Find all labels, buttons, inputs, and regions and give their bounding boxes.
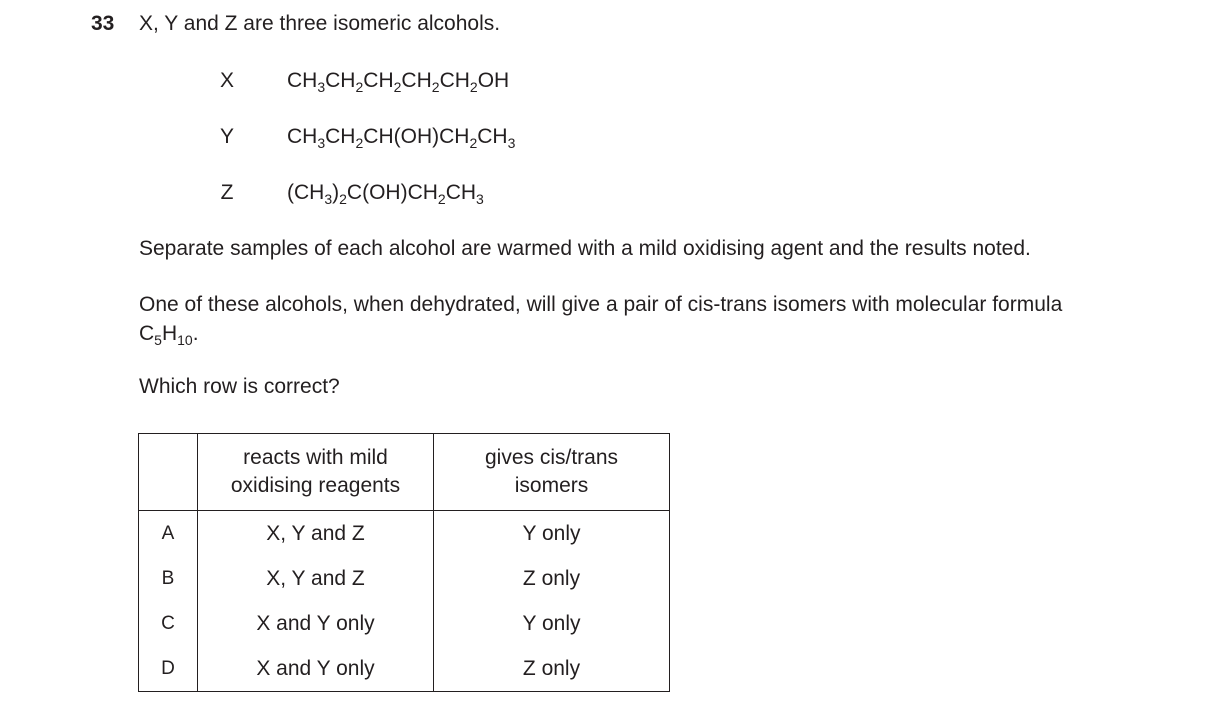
oxidising-cell: X and Y only (198, 601, 434, 646)
formula-subscript: 2 (355, 79, 364, 95)
cis-trans-cell: Y only (434, 511, 670, 557)
formula-text: OH (477, 69, 510, 92)
header-oxidising (198, 434, 434, 511)
formula-text: CH(OH)CH (363, 125, 470, 148)
header-cis-trans (434, 434, 670, 511)
formula-subscript: 2 (431, 79, 440, 95)
header-oxidising-line1: reacts with mild (243, 446, 388, 469)
formula-subscript: 2 (355, 135, 364, 151)
formula-subscript: 2 (339, 191, 347, 207)
oxidising-cell: X, Y and Z (198, 556, 434, 601)
formula-text: CH (445, 181, 477, 204)
paragraph-oxidation: Separate samples of each alcohol are warmed with a mild oxidising agent and the results noted. (139, 237, 1031, 260)
formula-text: CH (401, 69, 432, 92)
formula-subscript: 2 (393, 79, 402, 95)
header-cis-trans-line2: isomers (514, 474, 589, 497)
answer-table (138, 433, 670, 692)
table-row (139, 601, 670, 646)
formula-text: CH (287, 125, 318, 148)
alcohol-formula-y (287, 125, 515, 149)
formula-subscript: 3 (507, 135, 516, 151)
header-cis-trans-line1: gives cis/trans (484, 446, 619, 469)
formula-text: CH (287, 69, 318, 92)
table-row (139, 556, 670, 601)
header-oxidising-line2: oxidising reagents (230, 474, 401, 497)
formula-subscript: 3 (317, 135, 326, 151)
oxidising-cell: X and Y only (198, 646, 434, 692)
alcohol-formula-x (287, 69, 509, 93)
option-letter: C (139, 601, 198, 646)
formula-subscript: 2 (469, 79, 478, 95)
formula-subscript: 3 (324, 191, 333, 207)
header-letter-cell (139, 434, 198, 511)
molecular-formula: $C_5H_{10}$. (139, 322, 199, 348)
table-row (139, 646, 670, 692)
question-prompt: Which row is correct? (139, 375, 340, 398)
alcohol-label-x: X (219, 69, 234, 92)
option-letter: A (139, 511, 198, 557)
formula-text: CH (325, 125, 356, 148)
formula-text: CH (325, 69, 356, 92)
alcohol-label-z: Z (220, 181, 234, 204)
formula-subscript: 2 (437, 191, 446, 207)
option-letter: D (139, 646, 198, 692)
formula-text: CH (477, 125, 508, 148)
table-row (139, 511, 670, 557)
cis-trans-cell: Y only (434, 601, 670, 646)
formula-subscript: 3 (317, 79, 326, 95)
cis-trans-cell: Z only (434, 556, 670, 601)
formula-subscript: 3 (476, 191, 484, 207)
paragraph-dehydration: One of these alcohols, when dehydrated, will give a pair of cis-trans isomers with molecular formula (139, 293, 1063, 316)
formula-text: CH (439, 69, 470, 92)
formula-text: (CH (287, 181, 325, 204)
formula-text: ) (332, 181, 340, 204)
formula-subscript: 2 (469, 135, 478, 151)
table-header-row (139, 434, 670, 511)
alcohol-label-y: Y (219, 125, 234, 148)
formula-text: C(OH)CH (346, 181, 438, 204)
question-stem: X, Y and Z are three isomeric alcohols. (139, 12, 501, 35)
question-number: 33 (91, 12, 115, 35)
oxidising-cell: X, Y and Z (198, 511, 434, 557)
option-letter: B (139, 556, 198, 601)
alcohol-formula-z (287, 181, 484, 205)
formula-text: CH (363, 69, 394, 92)
cis-trans-cell: Z only (434, 646, 670, 692)
